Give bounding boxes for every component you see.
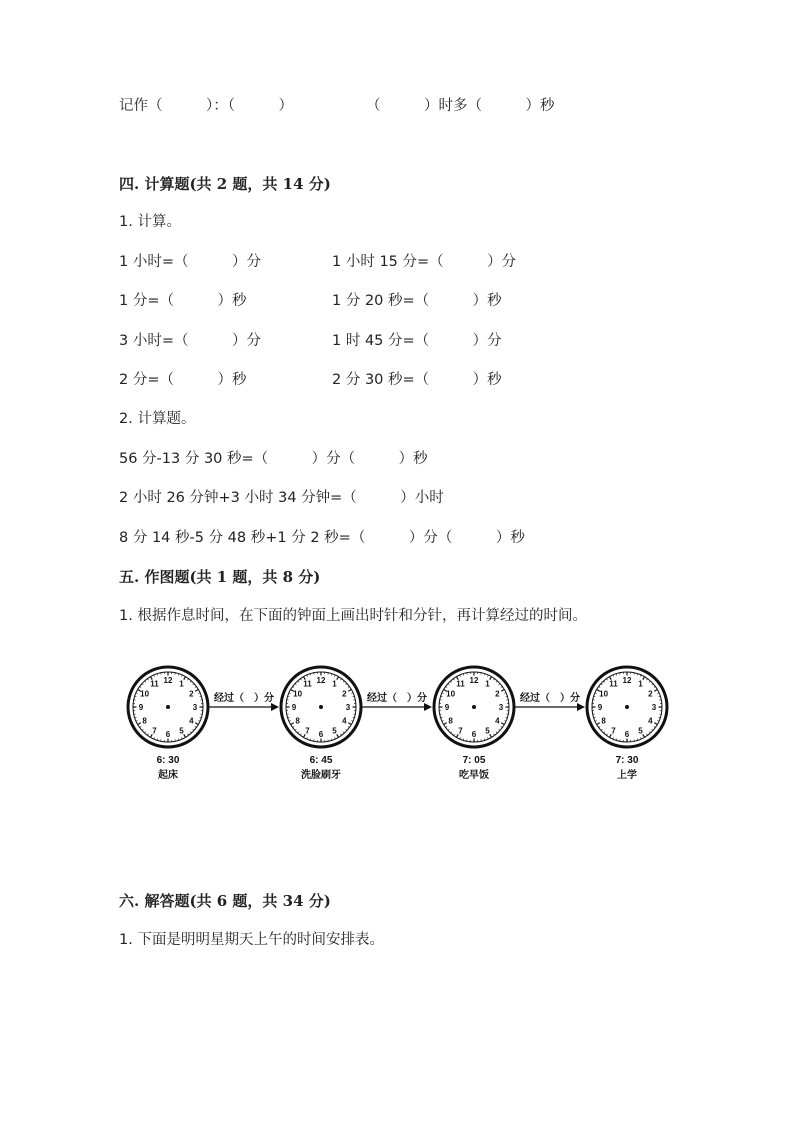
clock-tick	[190, 732, 191, 733]
section6-q1-title: 1. 下面是明明星期天上午的时间安排表。	[119, 932, 384, 948]
calc-row: 56 分-13 分 30 秒=（ ）分（ ）秒	[119, 451, 428, 467]
clock-tick	[451, 732, 452, 733]
arrow-head	[271, 703, 279, 711]
clock-tick	[649, 681, 650, 682]
clock-number: 1	[485, 679, 490, 689]
clock-number: 4	[648, 716, 653, 726]
clock-tick	[348, 723, 351, 725]
clock-number: 8	[448, 716, 453, 726]
clock-tick	[295, 729, 296, 730]
clock-tick	[604, 681, 605, 682]
clock-time-label: 7: 30	[615, 755, 639, 766]
clock-tick	[337, 734, 339, 737]
clock-tick	[348, 690, 351, 692]
difference-blanks: （ ）时多（ ）秒	[366, 98, 555, 114]
clock-tick	[343, 732, 344, 733]
clock-tick	[298, 681, 299, 682]
clock-caption: 上学	[617, 770, 637, 781]
arrow-head	[577, 703, 585, 711]
clock-number: 5	[485, 726, 490, 736]
clock-tick	[652, 684, 653, 685]
clock-caption: 起床	[158, 770, 178, 781]
clock-number: 2	[648, 689, 653, 699]
clock-number: 12	[316, 676, 326, 685]
clock-time-label: 7: 05	[462, 755, 486, 766]
clock-svg	[118, 660, 678, 790]
clock-number: 11	[303, 679, 312, 689]
section6-heading: 六. 解答题(共 6 题，共 34 分)	[119, 892, 331, 910]
clock-tick	[343, 681, 344, 682]
calc-item: 3 小时=（ ）分	[119, 333, 261, 349]
clock-number: 11	[456, 679, 465, 689]
clock-tick	[643, 734, 645, 737]
clock-tick	[597, 723, 600, 725]
clock-tick	[188, 679, 189, 680]
clock-number: 6	[165, 730, 171, 739]
clock-tick	[654, 727, 655, 728]
clock-tick	[446, 727, 447, 728]
section4-q1-title: 1. 计算。	[119, 214, 181, 230]
section5-q1-title: 1. 根据作息时间，在下面的钟面上画出时针和分针，再计算经过的时间。	[119, 608, 587, 624]
clock-tick	[494, 734, 495, 735]
clock-number: 11	[609, 679, 618, 689]
clock-center-dot	[319, 705, 323, 709]
clock-tick	[649, 732, 650, 733]
clock-number: 1	[638, 679, 643, 689]
clock-number: 7	[305, 726, 310, 736]
clock-tick	[341, 679, 342, 680]
calc-item: 1 分=（ ）秒	[119, 293, 247, 309]
clock-tick	[346, 729, 347, 730]
clock-number: 11	[150, 679, 159, 689]
clock-number: 4	[189, 716, 194, 726]
clock-number: 7	[611, 726, 616, 736]
clock-tick	[490, 734, 492, 737]
clock-tick	[193, 729, 194, 730]
clock-tick	[195, 690, 198, 692]
clock-number: 9	[138, 703, 144, 712]
clock-number: 1	[179, 679, 184, 689]
clock-number: 3	[498, 703, 504, 712]
clock-tick	[453, 679, 454, 680]
clock-number: 8	[142, 716, 147, 726]
clock-number: 10	[293, 689, 303, 699]
clock-tick	[193, 684, 194, 685]
clock-tick	[348, 727, 349, 728]
clock-number: 9	[291, 703, 297, 712]
clock-tick	[643, 677, 645, 680]
clock-number: 4	[342, 716, 347, 726]
arrow-head	[424, 703, 432, 711]
clock-tick	[446, 686, 447, 687]
clock-tick	[604, 732, 605, 733]
calc-item: 2 分 30 秒=（ ）秒	[332, 372, 502, 388]
clock-number: 12	[163, 676, 173, 685]
clock-tick	[140, 727, 141, 728]
clock-number: 10	[140, 689, 150, 699]
clock-tick	[341, 734, 342, 735]
clock-number: 3	[192, 703, 198, 712]
clock-tick	[654, 686, 655, 687]
clock-tick	[490, 677, 492, 680]
clock-number: 7	[458, 726, 463, 736]
clock-number: 12	[622, 676, 632, 685]
clock-tick	[501, 686, 502, 687]
clock-center-dot	[166, 705, 170, 709]
clock-number: 9	[597, 703, 603, 712]
section5-heading: 五. 作图题(共 1 题，共 8 分)	[119, 568, 321, 586]
clock-tick	[499, 729, 500, 730]
clock-center-dot	[472, 705, 476, 709]
calc-row: 2 小时 26 分钟+3 小时 34 分钟=（ ）小时	[119, 490, 444, 506]
clock-tick	[496, 681, 497, 682]
clock-tick	[142, 729, 143, 730]
clock-tick	[448, 729, 449, 730]
clock-tick	[453, 734, 454, 735]
record-blanks: 记作（ ）：（ ）	[119, 98, 293, 114]
clock-number: 3	[651, 703, 657, 712]
clock-tick	[652, 729, 653, 730]
clock-tick	[145, 681, 146, 682]
clock-tick	[147, 679, 148, 680]
clock-center-dot	[625, 705, 629, 709]
clock-caption: 洗脸刷牙	[301, 770, 341, 781]
calc-item: 2 分=（ ）秒	[119, 372, 247, 388]
clock-diagram	[118, 660, 678, 790]
clock-tick	[140, 686, 141, 687]
clock-tick	[451, 681, 452, 682]
clock-tick	[601, 684, 602, 685]
clock-tick	[147, 734, 148, 735]
clock-tick	[647, 679, 648, 680]
arrow-label: 经过（ ）分	[214, 693, 274, 704]
clock-number: 5	[638, 726, 643, 736]
clock-number: 2	[189, 689, 194, 699]
clock-tick	[190, 681, 191, 682]
clock-number: 12	[469, 676, 479, 685]
clock-tick	[184, 677, 186, 680]
clock-tick	[599, 686, 600, 687]
clock-number: 5	[332, 726, 337, 736]
clock-tick	[444, 723, 447, 725]
clock-tick	[348, 686, 349, 687]
clock-tick	[346, 684, 347, 685]
clock-tick	[496, 732, 497, 733]
clock-tick	[298, 732, 299, 733]
clock-tick	[494, 679, 495, 680]
clock-time-label: 6: 30	[156, 755, 180, 766]
clock-tick	[501, 690, 504, 692]
clock-number: 10	[599, 689, 609, 699]
arrow-label: 经过（ ）分	[520, 693, 580, 704]
clock-number: 2	[495, 689, 500, 699]
clock-number: 10	[446, 689, 456, 699]
clock-tick	[145, 732, 146, 733]
arrow-label: 经过（ ）分	[367, 693, 427, 704]
clock-tick	[654, 690, 657, 692]
clock-number: 8	[295, 716, 300, 726]
clock-number: 2	[342, 689, 347, 699]
clock-tick	[448, 684, 449, 685]
clock-tick	[195, 727, 196, 728]
clock-tick	[293, 727, 294, 728]
clock-number: 1	[332, 679, 337, 689]
clock-number: 7	[152, 726, 157, 736]
calc-item: 1 小时=（ ）分	[119, 254, 261, 270]
clock-tick	[654, 723, 657, 725]
calc-item: 1 小时 15 分=（ ）分	[332, 254, 517, 270]
clock-tick	[188, 734, 189, 735]
clock-caption: 吃早饭	[459, 770, 489, 781]
clock-number: 8	[601, 716, 606, 726]
clock-tick	[501, 723, 504, 725]
clock-number: 6	[624, 730, 630, 739]
clock-tick	[295, 684, 296, 685]
clock-number: 5	[179, 726, 184, 736]
section4-heading: 四. 计算题(共 2 题，共 14 分)	[119, 175, 331, 193]
clock-tick	[291, 723, 294, 725]
clock-tick	[599, 727, 600, 728]
clock-tick	[293, 686, 294, 687]
clock-tick	[647, 734, 648, 735]
clock-tick	[300, 734, 301, 735]
clock-tick	[499, 684, 500, 685]
calc-item: 1 分 20 秒=（ ）秒	[332, 293, 502, 309]
clock-tick	[601, 729, 602, 730]
clock-tick	[501, 727, 502, 728]
clock-tick	[195, 723, 198, 725]
calc-item: 1 时 45 分=（ ）分	[332, 333, 502, 349]
clock-tick	[184, 734, 186, 737]
section4-q2-title: 2. 计算题。	[119, 411, 196, 427]
clock-tick	[337, 677, 339, 680]
clock-tick	[606, 734, 607, 735]
clock-number: 6	[318, 730, 324, 739]
calc-row: 8 分 14 秒-5 分 48 秒+1 分 2 秒=（ ）分（ ）秒	[119, 530, 525, 546]
clock-tick	[138, 723, 141, 725]
clock-number: 9	[444, 703, 450, 712]
clock-time-label: 6: 45	[309, 755, 333, 766]
clock-tick	[300, 679, 301, 680]
clock-tick	[606, 679, 607, 680]
clock-number: 3	[345, 703, 351, 712]
clock-tick	[195, 686, 196, 687]
clock-tick	[142, 684, 143, 685]
clock-number: 6	[471, 730, 477, 739]
clock-number: 4	[495, 716, 500, 726]
